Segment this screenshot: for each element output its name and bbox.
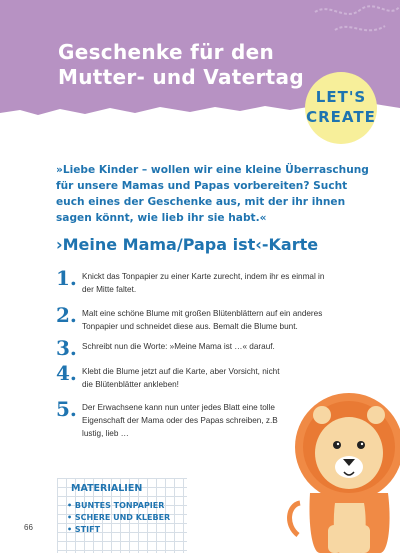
lets-create-badge [305, 72, 377, 144]
step-text: Malt eine schöne Blume mit großen Blütenblättern auf ein anderes Tonpapier und schneidet diese aus. Bemalt die Blume bunt. [82, 309, 323, 331]
section-heading: ›Meine Mama/Papa ist‹-Karte [56, 235, 319, 254]
step-number: 4. [56, 361, 77, 385]
step-text: Der Erwachsene kann nun unter jedes Blatt eine tolle Eigenschaft der Mama oder des Papas schreiben, z.B lustig, lieb … [82, 403, 278, 438]
step-number: 3. [56, 336, 77, 360]
badge-line-1: LET'S [315, 88, 367, 106]
title-line-1: Geschenke für den [58, 40, 275, 64]
badge-line-2: CREATE [306, 108, 376, 126]
step-text: Klebt die Blume jetzt auf die Karte, aber Vorsicht, nicht die Blütenblätter ankleben! [82, 367, 280, 389]
step-number: 5. [56, 397, 77, 421]
materials-heading: MATERIALIEN [71, 483, 143, 494]
step-number: 1. [56, 266, 77, 290]
materials-box [57, 478, 187, 553]
lion-illustration [280, 375, 400, 553]
page-number: 66 [24, 523, 33, 532]
materials-item: • STIFT [67, 524, 170, 536]
step-text: Knickt das Tonpapier zu einer Karte zurecht, indem ihr es einmal in der Mitte faltet. [82, 272, 325, 294]
materials-item: • SCHERE UND KLEBER [67, 512, 170, 524]
materials-item: • BUNTES TONPAPIER [67, 500, 170, 512]
page-title [58, 40, 318, 90]
materials-list [67, 500, 170, 536]
title-line-2: Mutter- und Vatertag [58, 65, 304, 89]
rope-decoration [305, 0, 400, 40]
intro-text: »Liebe Kinder – wollen wir eine kleine Überraschung für unsere Mamas und Papas vorbereiten? Sucht euch eines der Geschenke aus, mit der ihr ihnen sagen könnt, wie lieb ihr sie habt.« [56, 164, 369, 224]
step-text: Schreibt nun die Worte: »Meine Mama ist …« darauf. [82, 342, 275, 351]
step-number: 2. [56, 303, 77, 327]
